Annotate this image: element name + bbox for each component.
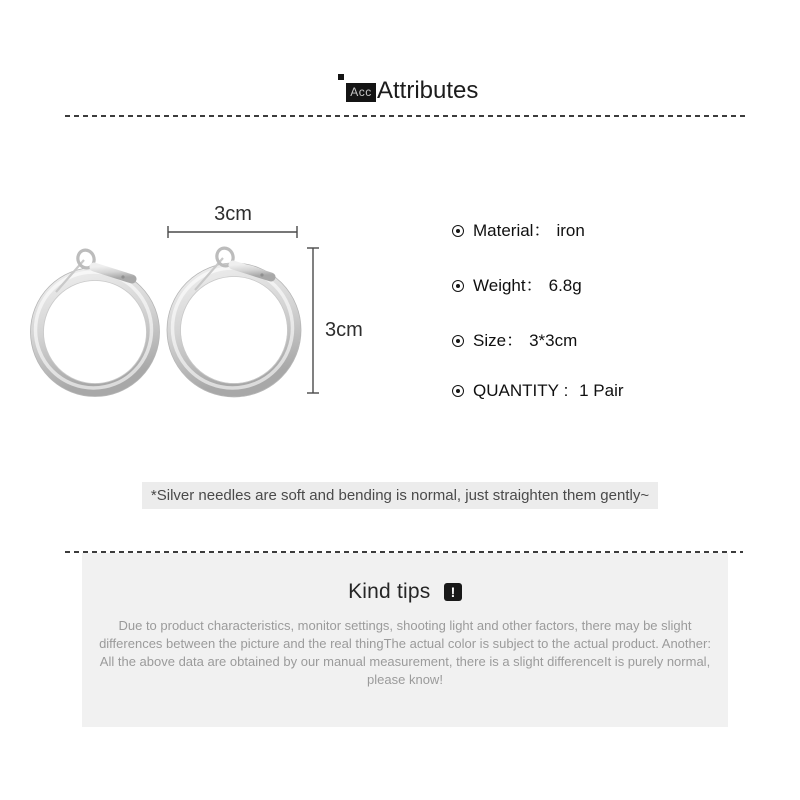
- attribute-row-material: [452, 219, 585, 243]
- section-title: Attributes: [377, 77, 479, 104]
- care-note-row: [0, 482, 800, 509]
- width-dimension-label: 3cm: [214, 203, 252, 225]
- product-figure: [20, 190, 380, 430]
- care-note: *Silver needles are soft and bending is normal, just straighten them gently~: [142, 482, 658, 509]
- attribute-row-weight: [452, 274, 582, 298]
- black-square-icon: [338, 74, 344, 80]
- attribute-value: 6.8g: [548, 276, 582, 295]
- attribute-row-size: [452, 329, 577, 353]
- attribute-label: QUANTITY: [473, 381, 559, 400]
- divider-dashed-top: [65, 115, 745, 117]
- circled-dot-icon: [452, 225, 464, 237]
- circled-dot-icon: [452, 335, 464, 347]
- exclamation-icon: !: [444, 583, 462, 601]
- attribute-value: 1 Pair: [579, 381, 624, 400]
- attribute-separator: ：: [533, 221, 551, 240]
- kind-tips-title: Kind tips: [348, 580, 431, 603]
- attribute-separator: ：: [525, 276, 543, 295]
- acc-badge: Acc: [346, 83, 376, 102]
- height-dimension-label: 3cm: [325, 319, 363, 341]
- attribute-row-quantity: [452, 379, 624, 403]
- height-dimension: [307, 248, 319, 393]
- attribute-separator: ：: [506, 331, 524, 350]
- width-dimension: [168, 226, 297, 238]
- earrings-photo: [31, 246, 302, 397]
- circled-dot-icon: [452, 280, 464, 292]
- kind-tips-body: Due to product characteristics, monitor settings, shooting light and other factors, there may be slight differences between the picture and the real thingThe actual color is subject to the actual product. Another: All the above data are obtained by our manual measurement, there is a slight differenceIt is purely normal, please know!: [99, 618, 711, 687]
- circled-dot-icon: [452, 385, 464, 397]
- attribute-separator: :: [558, 381, 574, 400]
- attribute-value: iron: [556, 221, 585, 240]
- attribute-label: Weight: [473, 276, 526, 295]
- attribute-label: Size: [473, 331, 507, 350]
- attribute-value: 3*3cm: [529, 331, 578, 350]
- kind-tips-box: [82, 553, 728, 727]
- kind-tips-title-row: [82, 580, 728, 604]
- attribute-label: Material: [473, 221, 534, 240]
